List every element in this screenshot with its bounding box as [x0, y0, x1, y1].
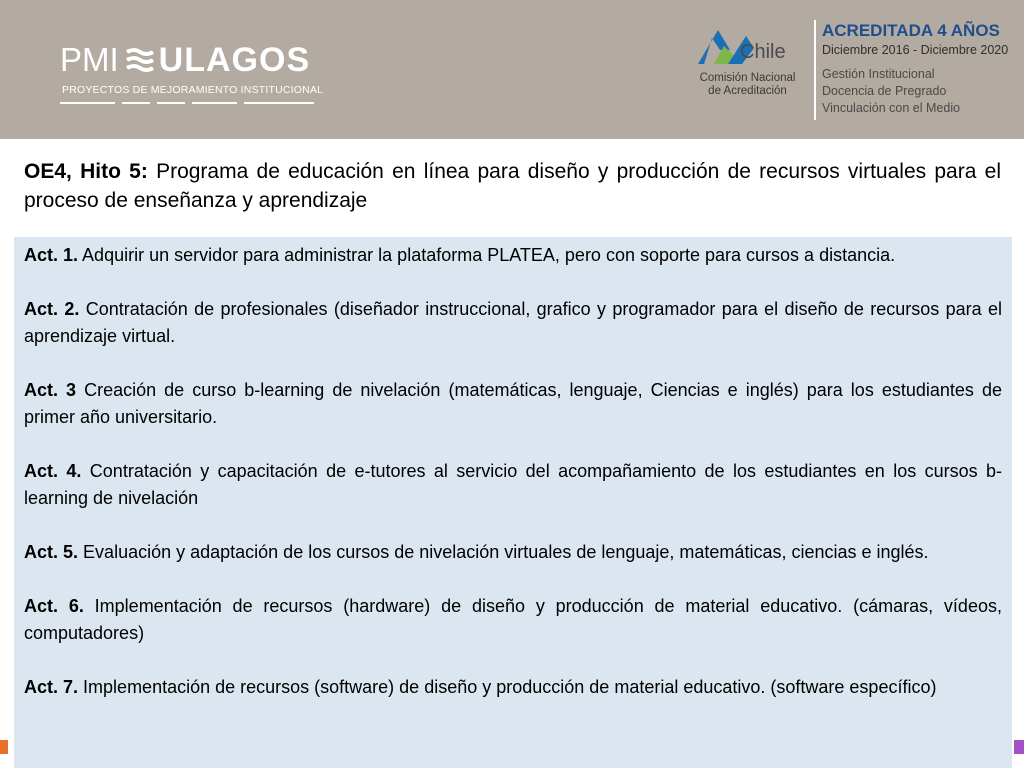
activity-text: Implementación de recursos (software) de diseño y producción de material educativo. (software específico) [83, 677, 937, 697]
accreditation-dates: Diciembre 2016 - Diciembre 2020 [822, 43, 1009, 57]
accreditation-title: ACREDITADA 4 AÑOS [822, 21, 1000, 40]
activity-item [24, 539, 1002, 566]
slide-title [24, 157, 1001, 215]
accreditation-area: Docencia de Pregrado [822, 84, 947, 98]
activity-label: Act. 3 [24, 380, 77, 400]
accreditation-block [822, 20, 1022, 117]
accreditation-area: Gestión Institucional [822, 67, 935, 81]
accreditation-areas [822, 66, 1022, 117]
activity-text: Adquirir un servidor para administrar la plataforma PLATEA, pero con soporte para cursos a distancia. [82, 245, 896, 265]
activity-item [24, 674, 1002, 701]
ulagos-wordmark: ULAGOS [158, 41, 311, 79]
activity-text: Creación de curso b-learning de nivelación (matemáticas, lenguaje, Ciencias e inglés) para los estudiantes de primer año universitario. [24, 380, 1002, 427]
activity-text: Implementación de recursos (hardware) de diseño y producción de material educativo. (cámaras, vídeos, computadores) [24, 596, 1002, 643]
activity-item [24, 296, 1002, 350]
pmi-subtitle: PROYECTOS DE MEJORAMIENTO INSTITUCIONAL [62, 84, 324, 96]
cna-caption-line2: de Acreditación [708, 85, 787, 97]
activity-item [24, 242, 1002, 269]
activity-text: Contratación y capacitación de e-tutores al servicio del acompañamiento de los estudiantes en los cursos b-learning de nivelación [24, 461, 1002, 508]
cna-caption-line1: Comisión Nacional [699, 72, 796, 84]
cna-chile-text: Chile [740, 41, 786, 63]
activity-item [24, 593, 1002, 647]
activity-label: Act. 2. [24, 299, 80, 319]
header-divider [814, 20, 816, 120]
slide-title-label: OE4, Hito 5: [24, 160, 148, 183]
pmi-ulagos-logo [60, 38, 324, 108]
activity-text: Contratación de profesionales (diseñador instruccional, grafico y programador para el diseño de recursos para el aprendizaje virtual. [24, 299, 1002, 346]
slide-marker-right [1014, 740, 1024, 754]
underline-dashes [60, 101, 314, 107]
activity-label: Act. 7. [24, 677, 79, 697]
cna-caption [690, 72, 805, 98]
accreditation-area: Vinculación con el Medio [822, 101, 961, 115]
activity-label: Act. 4. [24, 461, 82, 481]
header-band [0, 0, 1024, 139]
pmi-prefix: PMI [60, 41, 119, 78]
activity-item [24, 458, 1002, 512]
slide-marker-left [0, 740, 8, 754]
activity-label: Act. 5. [24, 542, 79, 562]
activity-item [24, 377, 1002, 431]
cna-chile-logo [690, 24, 805, 104]
activity-label: Act. 1. [24, 245, 79, 265]
activities-panel [14, 237, 1012, 768]
slide-title-text: Programa de educación en línea para diseño y producción de recursos virtuales para el proceso de enseñanza y aprendizaje [24, 160, 1001, 212]
activity-text: Evaluación y adaptación de los cursos de nivelación virtuales de lenguaje, matemáticas, ciencias e inglés. [83, 542, 929, 562]
activity-label: Act. 6. [24, 596, 84, 616]
waves-icon [125, 45, 155, 75]
